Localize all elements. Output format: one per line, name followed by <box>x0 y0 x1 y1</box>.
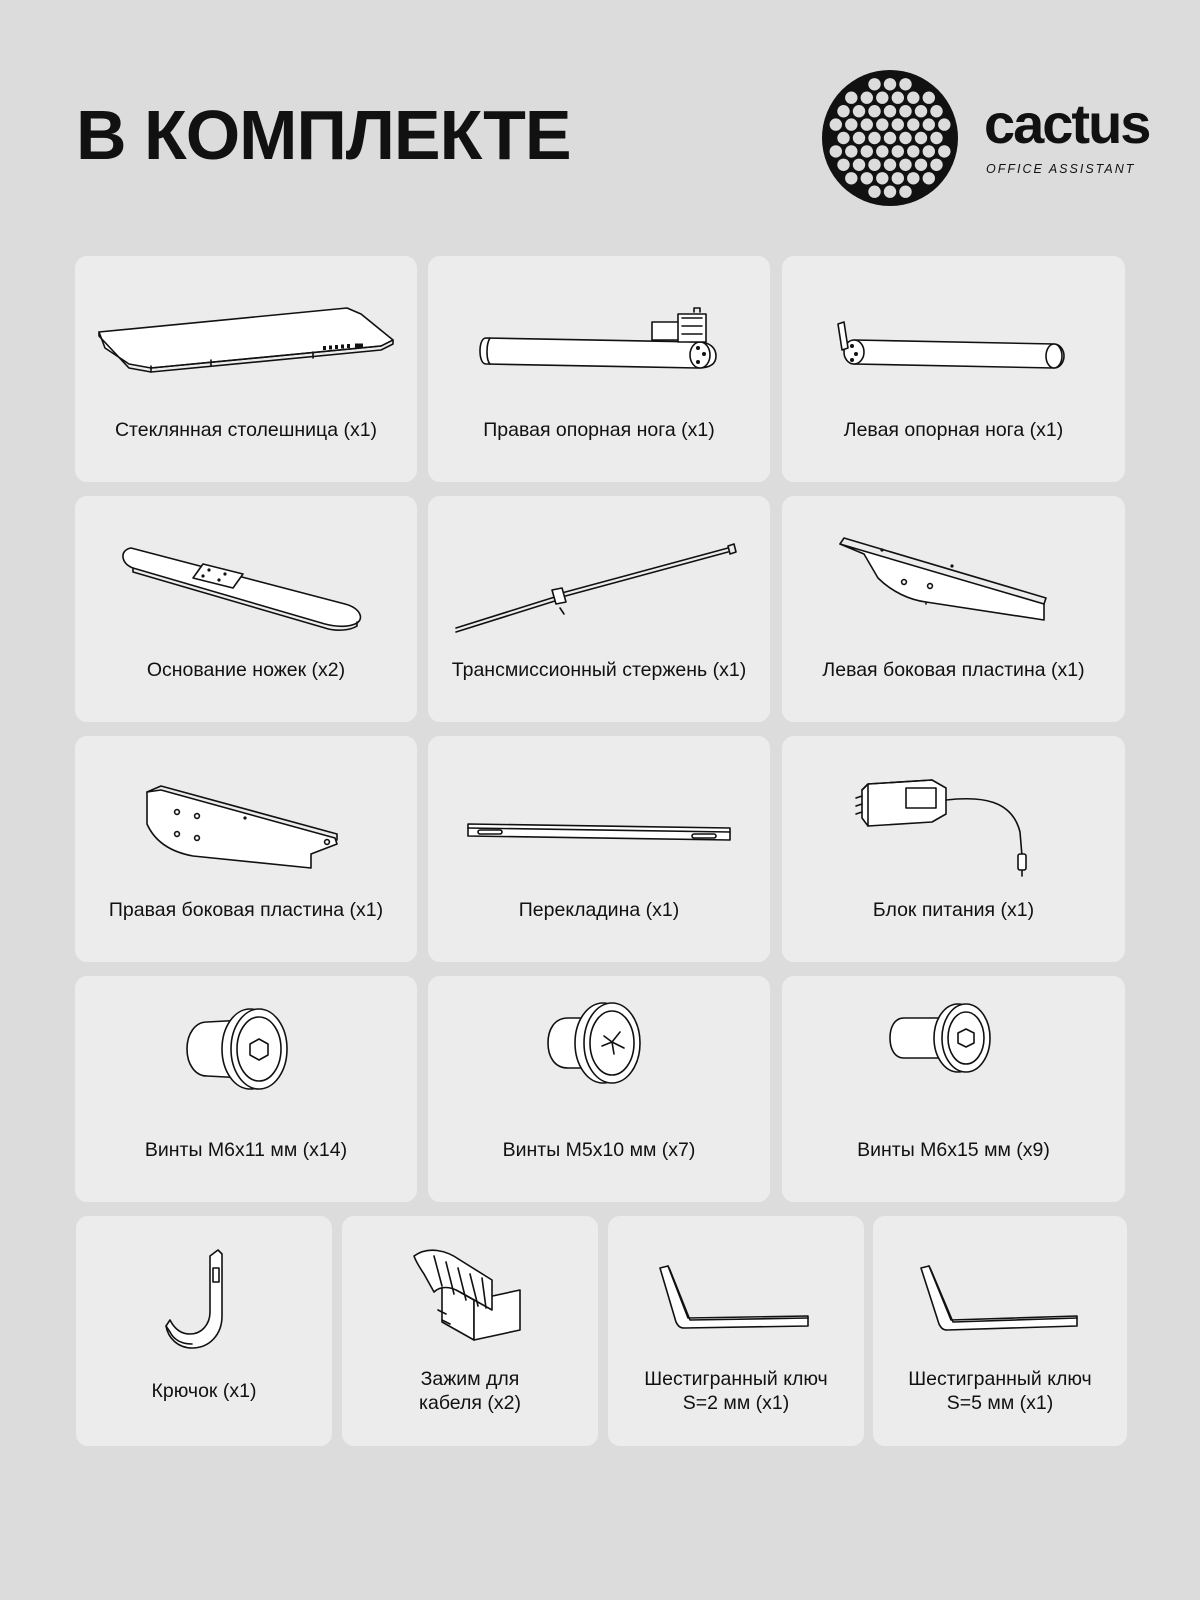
cable-clip-icon <box>342 1216 598 1366</box>
item-label: Левая боковая пластина (x1) <box>822 659 1085 681</box>
logo-cell <box>930 132 942 144</box>
item-card-left-leg <box>782 256 1125 482</box>
item-label-line: Шестигранный ключ <box>644 1368 828 1390</box>
item-label: Крючок (x1) <box>151 1380 257 1402</box>
logo-cell <box>892 172 904 184</box>
hex-screw-icon <box>75 976 417 1126</box>
glass-tabletop-icon <box>75 256 417 406</box>
phillips-screw-icon <box>428 976 770 1126</box>
transmission-rod-icon <box>428 496 770 646</box>
item-label: Основание ножек (x2) <box>146 659 346 681</box>
logo-cell <box>915 159 927 171</box>
item-card-cable-clip <box>342 1216 598 1446</box>
logo-cell <box>876 118 888 130</box>
item-label: Правая боковая пластина (x1) <box>108 899 384 921</box>
logo-cell <box>861 92 873 104</box>
logo-cell <box>892 118 904 130</box>
logo-cell <box>884 132 896 144</box>
item-label-line: S=5 мм (x1) <box>946 1392 1054 1414</box>
item-label: Винты M5x10 мм (x7) <box>502 1139 696 1161</box>
logo-cell <box>868 159 880 171</box>
logo-cell <box>892 92 904 104</box>
item-label <box>873 1367 1127 1415</box>
logo-cell <box>845 92 857 104</box>
brand-tagline: OFFICE ASSISTANT <box>986 162 1136 176</box>
item-label-line: Зажим для <box>420 1368 520 1390</box>
logo-cell <box>861 145 873 157</box>
logo-cell <box>915 132 927 144</box>
logo-cell <box>868 132 880 144</box>
logo-cell <box>845 145 857 157</box>
item-label: Блок питания (x1) <box>872 899 1035 921</box>
logo-cell <box>907 172 919 184</box>
page-title: В КОМПЛЕКТЕ <box>76 96 571 174</box>
power-supply-icon <box>782 736 1125 886</box>
item-label: Стеклянная столешница (x1) <box>114 419 378 441</box>
logo-cell <box>938 118 950 130</box>
logo-cell <box>930 105 942 117</box>
logo-cell <box>907 145 919 157</box>
item-card-hex-key-5 <box>873 1216 1127 1446</box>
item-card-tabletop <box>75 256 417 482</box>
logo-cell <box>876 172 888 184</box>
logo-cell <box>915 105 927 117</box>
item-card-crossbar <box>428 736 770 962</box>
item-card-left-side-plate <box>782 496 1125 722</box>
right-leg-icon <box>428 256 770 406</box>
logo-cell <box>892 145 904 157</box>
logo-cell <box>923 145 935 157</box>
logo-cell <box>884 159 896 171</box>
logo-cell <box>837 159 849 171</box>
logo-cell <box>884 186 896 198</box>
item-card-hex-key-2 <box>608 1216 864 1446</box>
foot-base-icon <box>75 496 417 646</box>
right-side-plate-icon <box>75 736 417 886</box>
logo-cell <box>876 145 888 157</box>
logo-cell <box>923 172 935 184</box>
item-card-screw-m6x11 <box>75 976 417 1202</box>
logo-cell <box>884 105 896 117</box>
item-label: Левая опорная нога (x1) <box>843 419 1064 441</box>
logo-cell <box>861 118 873 130</box>
logo-cell <box>899 159 911 171</box>
logo-cell <box>837 105 849 117</box>
item-label: Трансмиссионный стержень (x1) <box>451 659 747 681</box>
hook-icon <box>76 1216 332 1366</box>
logo-cell <box>868 186 880 198</box>
logo-cell <box>938 145 950 157</box>
logo-cell <box>853 132 865 144</box>
logo-cell <box>884 78 896 90</box>
item-card-right-side-plate <box>75 736 417 962</box>
item-label <box>342 1367 598 1415</box>
hex-screw-long-icon <box>782 976 1125 1126</box>
item-label <box>608 1367 864 1415</box>
logo-cell <box>899 78 911 90</box>
logo-cell <box>899 132 911 144</box>
crossbar-icon <box>428 736 770 886</box>
hex-key-icon <box>873 1216 1127 1366</box>
logo-cell <box>845 118 857 130</box>
item-label: Винты M6x15 мм (x9) <box>857 1139 1050 1161</box>
left-side-plate-icon <box>782 496 1125 646</box>
item-label: Правая опорная нога (x1) <box>483 419 715 441</box>
logo-cell <box>853 105 865 117</box>
logo-cell <box>830 145 842 157</box>
item-label-line: Шестигранный ключ <box>908 1368 1092 1390</box>
item-label-line: S=2 мм (x1) <box>682 1392 790 1414</box>
item-card-screw-m6x15 <box>782 976 1125 1202</box>
item-label: Винты M6x11 мм (x14) <box>144 1139 348 1161</box>
logo-cell <box>930 159 942 171</box>
item-label: Перекладина (x1) <box>518 899 680 921</box>
item-label-line: кабеля (x2) <box>419 1392 521 1414</box>
left-leg-icon <box>782 256 1125 406</box>
logo-cell <box>868 105 880 117</box>
honeycomb-logo-icon <box>820 68 960 208</box>
item-card-foot-base <box>75 496 417 722</box>
item-card-right-leg <box>428 256 770 482</box>
logo-cell <box>853 159 865 171</box>
logo-cell <box>899 186 911 198</box>
logo-cell <box>861 172 873 184</box>
brand-logo <box>820 68 1150 208</box>
item-card-power-supply <box>782 736 1125 962</box>
logo-cell <box>830 118 842 130</box>
item-card-transmission-rod <box>428 496 770 722</box>
logo-cell <box>907 118 919 130</box>
logo-cell <box>845 172 857 184</box>
logo-cell <box>923 92 935 104</box>
hex-key-icon <box>608 1216 864 1366</box>
brand-name: cactus <box>984 92 1150 155</box>
item-card-screw-m5x10 <box>428 976 770 1202</box>
logo-cell <box>907 92 919 104</box>
logo-cell <box>837 132 849 144</box>
item-card-hook <box>76 1216 332 1446</box>
logo-cell <box>923 118 935 130</box>
logo-cell <box>876 92 888 104</box>
logo-cell <box>899 105 911 117</box>
logo-cell <box>868 78 880 90</box>
